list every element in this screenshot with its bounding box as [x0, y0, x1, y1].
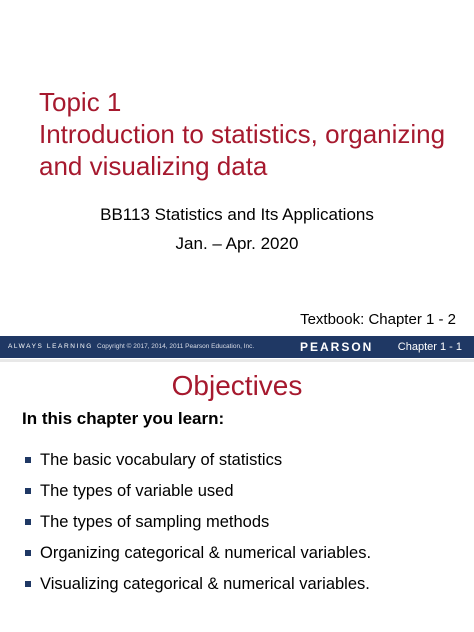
list-item-text: The basic vocabulary of statistics	[40, 451, 283, 469]
footer-copyright: Copyright © 2017, 2014, 2011 Pearson Education, Inc.	[97, 343, 255, 350]
footer-bar	[0, 336, 474, 358]
square-bullet-icon	[25, 581, 31, 587]
list-item-text: The types of variable used	[40, 482, 234, 500]
textbook-reference: Textbook: Chapter 1 - 2	[300, 311, 456, 328]
list-item	[22, 479, 467, 510]
list-item-text: Visualizing categorical & numerical variables.	[40, 575, 370, 593]
objectives-title: Objectives	[171, 370, 303, 401]
list-item-text: The types of sampling methods	[40, 513, 270, 531]
list-item	[22, 572, 467, 603]
title-line: Introduction to statistics, organizing	[39, 119, 446, 149]
title-line: Topic 1	[39, 87, 122, 117]
footer-page-number: Chapter 1 - 1	[397, 341, 462, 353]
slide-title-heading	[39, 86, 469, 182]
list-item	[22, 541, 467, 572]
square-bullet-icon	[25, 488, 31, 494]
objectives-lead: In this chapter you learn:	[22, 409, 225, 428]
square-bullet-icon	[25, 550, 31, 556]
course-name: BB113 Statistics and Its Applications	[100, 205, 374, 224]
course-date: Jan. – Apr. 2020	[175, 234, 299, 253]
title-line: and visualizing data	[39, 151, 268, 181]
footer-tagline: ALWAYS LEARNING	[8, 343, 93, 350]
slide-objectives	[0, 362, 474, 632]
list-item	[22, 448, 467, 479]
square-bullet-icon	[25, 519, 31, 525]
list-item-text: Organizing categorical & numerical variables.	[40, 544, 372, 562]
pearson-logo: PEARSON	[300, 340, 374, 354]
list-item	[22, 510, 467, 541]
objectives-list	[22, 448, 467, 603]
square-bullet-icon	[25, 457, 31, 463]
